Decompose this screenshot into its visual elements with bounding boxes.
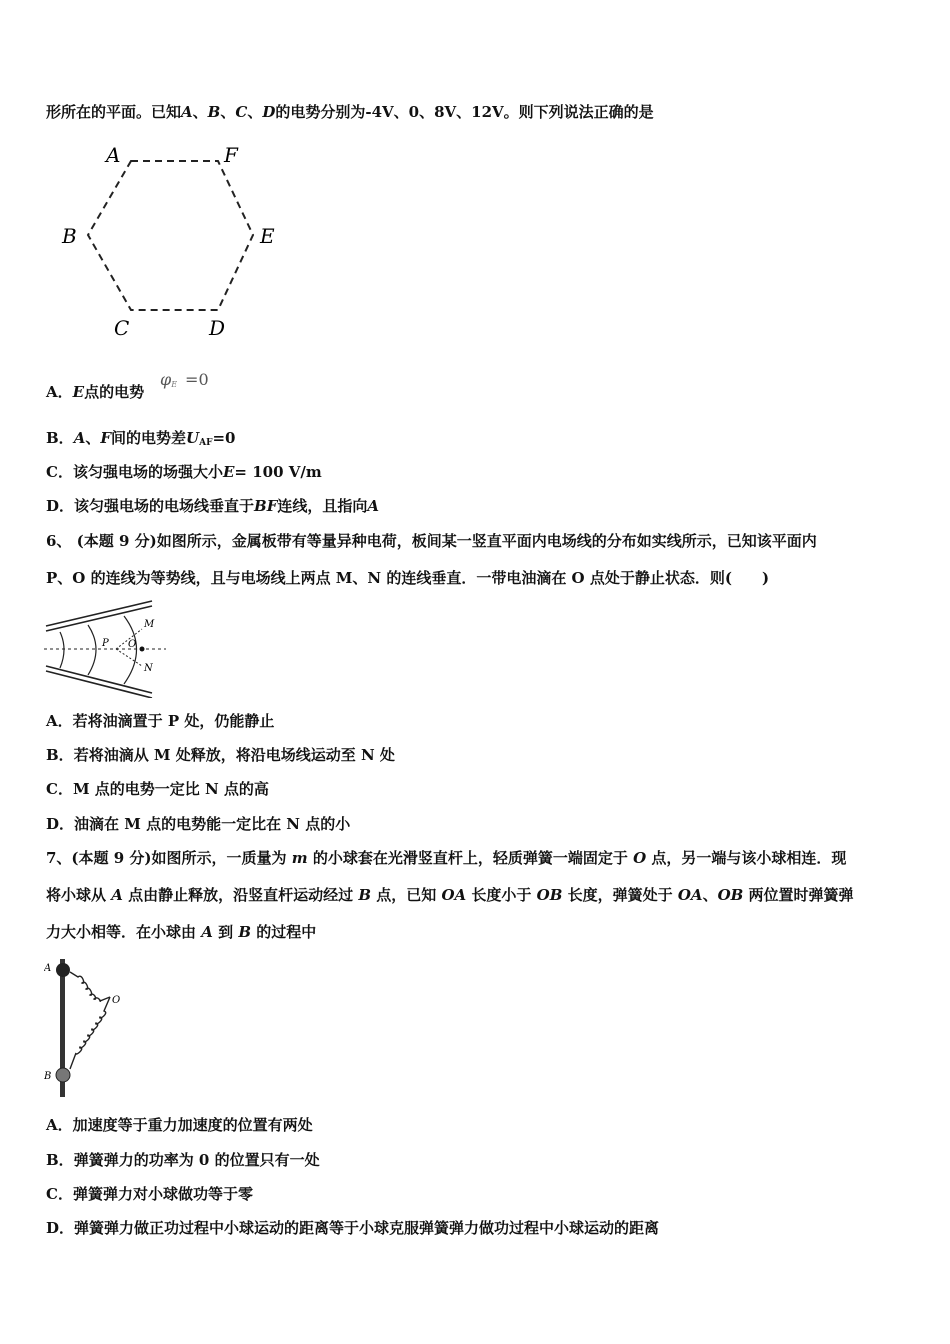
q5-option-b — [46, 428, 236, 453]
q7-stem-line3 — [46, 922, 316, 942]
field-line-1 — [60, 632, 64, 668]
var-B: B — [358, 886, 372, 904]
phi-rest: =0 — [185, 370, 209, 389]
hex-label-E: E — [260, 224, 275, 248]
capacitor-field-figure — [44, 598, 169, 698]
option-text: 点的电势 — [84, 383, 145, 401]
q5-option-a — [46, 382, 144, 402]
label-O: O — [112, 995, 121, 1006]
stem-text: 的过程中 — [251, 923, 317, 941]
option-label: A． — [46, 383, 73, 401]
upper-plate-inner — [46, 606, 152, 631]
option-label: A． — [46, 712, 73, 730]
q7-option-c — [46, 1184, 253, 1204]
var-A: A — [73, 429, 86, 447]
phi-symbol: φ — [160, 370, 172, 389]
q7-stem-line1 — [46, 848, 846, 868]
option-text: 该匀强电场的场强大小 — [72, 463, 223, 481]
q7-option-d — [46, 1218, 659, 1238]
label-M: M — [144, 619, 155, 630]
q6-stem-line2: P、O 的连线为等势线，且与电场线上两点 M、N 的连线垂直．一带电油滴在 O 点处于静止状态．则( ) — [46, 569, 770, 587]
q7-stem-line2 — [46, 885, 854, 905]
label-O: O — [128, 639, 137, 650]
var-BF: BF — [254, 497, 278, 515]
option-label: C． — [46, 1185, 73, 1203]
option-text: 加速度等于重力加速度的位置有两处 — [72, 1116, 313, 1134]
option-text: 间的电势差 — [111, 429, 187, 447]
option-text: 弹簧弹力的功率为 0 的位置只有一处 — [73, 1151, 320, 1169]
var-OB: OB — [536, 886, 563, 904]
hex-label-F: F — [224, 143, 238, 167]
q6-option-c — [46, 779, 269, 799]
q6-option-a — [46, 711, 274, 731]
var-A: A — [181, 103, 193, 121]
var-OA: OA — [441, 886, 467, 904]
label-A: A — [44, 963, 52, 974]
var-A: A — [111, 886, 123, 904]
label-P: P — [102, 638, 109, 649]
option-label: A． — [46, 1116, 73, 1134]
dash-on — [116, 649, 142, 666]
ball-at-B — [56, 1068, 70, 1082]
lower-plate-inner — [46, 671, 152, 698]
q5-option-c — [46, 462, 322, 482]
option-label: B． — [46, 429, 74, 447]
var-O: O — [633, 849, 647, 867]
option-rest: = 100 V/m — [234, 463, 322, 481]
q6-option-b — [46, 745, 395, 765]
oil-drop-point — [140, 647, 145, 652]
stem-text: 两位置时弹簧弹 — [743, 886, 854, 904]
upper-plate — [46, 601, 152, 626]
hex-label-D: D — [209, 316, 226, 340]
option-label: B． — [46, 746, 74, 764]
option-text: 油滴在 M 点的电势能一定比在 N 点的小 — [74, 815, 351, 833]
field-line-2 — [88, 625, 96, 675]
hex-label-B: B — [62, 224, 77, 248]
spring-rod-figure — [44, 955, 134, 1100]
option-text: 若将油滴从 M 处释放，将沿电场线运动至 N 处 — [73, 746, 395, 764]
option-text: 该匀强电场的电场线垂直于 — [74, 497, 255, 515]
u-sub: AF — [199, 438, 213, 448]
stem-text: 点由静止释放，沿竖直杆运动经过 — [122, 886, 359, 904]
stem-text: 点，已知 — [371, 886, 442, 904]
stem-text: 将小球从 — [46, 886, 112, 904]
q6-option-d — [46, 814, 350, 834]
var-E: E — [72, 383, 85, 401]
stem-text: 的小球套在光滑竖直杆上，轻质弹簧一端固定于 — [307, 849, 634, 867]
stem-text: 到 — [212, 923, 239, 941]
option-text2: 连线，且指向 — [277, 497, 368, 515]
stem-text: 点，另一端与该小球相连．现 — [646, 849, 847, 867]
var-A: A — [201, 923, 213, 941]
stem-text: 7、(本题 9 分)如图所示，一质量为 — [46, 849, 292, 867]
var-D: D — [262, 103, 276, 121]
option-label: D． — [46, 815, 75, 833]
option-text: 弹簧弹力做正功过程中小球运动的距离等于小球克服弹簧弹力做功过程中小球运动的距离 — [74, 1219, 660, 1237]
option-text: 若将油滴置于 P 处，仍能静止 — [72, 712, 275, 730]
lower-plate — [46, 666, 152, 693]
spring-OA — [70, 972, 110, 1001]
option-text: M 点的电势一定比 N 点的高 — [72, 780, 269, 798]
sep: 、 — [220, 103, 236, 121]
ball-at-A — [56, 963, 70, 977]
option-label: B． — [46, 1151, 74, 1169]
sep: 、 — [85, 429, 101, 447]
var-U: U — [186, 429, 200, 447]
var-F: F — [100, 429, 111, 447]
spring-OB — [70, 997, 110, 1069]
intro-line — [46, 102, 654, 122]
option-label: C． — [46, 463, 73, 481]
sep: 、 — [192, 103, 208, 121]
var-A: A — [367, 497, 380, 515]
q7-option-b — [46, 1150, 320, 1170]
var-m: m — [291, 849, 308, 867]
var-C: C — [235, 103, 248, 121]
q6-stem-line1: 6、 (本题 9 分)如图所示，金属板带有等量异种电荷，板间某一竖直平面内电场线的分布如实线所示，已知该平面内 — [46, 532, 817, 550]
hex-label-A: A — [106, 143, 121, 167]
hex-label-C: C — [114, 316, 130, 340]
option-label: D． — [46, 497, 75, 515]
hexagon-figure — [56, 140, 286, 340]
phi-sub: E — [171, 380, 178, 389]
option-rest: =0 — [212, 429, 236, 447]
stem-text: 、 — [702, 886, 718, 904]
option-text: 弹簧弹力对小球做功等于零 — [72, 1185, 253, 1203]
label-B: B — [44, 1071, 52, 1082]
sep: 、 — [247, 103, 263, 121]
hexagon-outline — [88, 161, 253, 310]
option-label: C． — [46, 780, 73, 798]
stem-text: 长度小于 — [466, 886, 537, 904]
field-line-3 — [124, 616, 137, 684]
intro-text-suffix: 的电势分别为-4V、0、8V、12V。则下列说法正确的是 — [275, 103, 654, 121]
var-B: B — [238, 923, 252, 941]
stem-text: 长度，弹簧处于 — [562, 886, 678, 904]
var-OB: OB — [717, 886, 744, 904]
q5-option-d — [46, 496, 379, 516]
var-E: E — [222, 463, 235, 481]
phi-formula — [160, 370, 209, 389]
var-OA: OA — [677, 886, 703, 904]
q7-option-a — [46, 1115, 313, 1135]
stem-text: 力大小相等．在小球由 — [46, 923, 202, 941]
intro-text: 形所在的平面。已知 — [46, 103, 182, 121]
label-N: N — [144, 663, 153, 674]
var-B: B — [207, 103, 221, 121]
option-label: D． — [46, 1219, 75, 1237]
